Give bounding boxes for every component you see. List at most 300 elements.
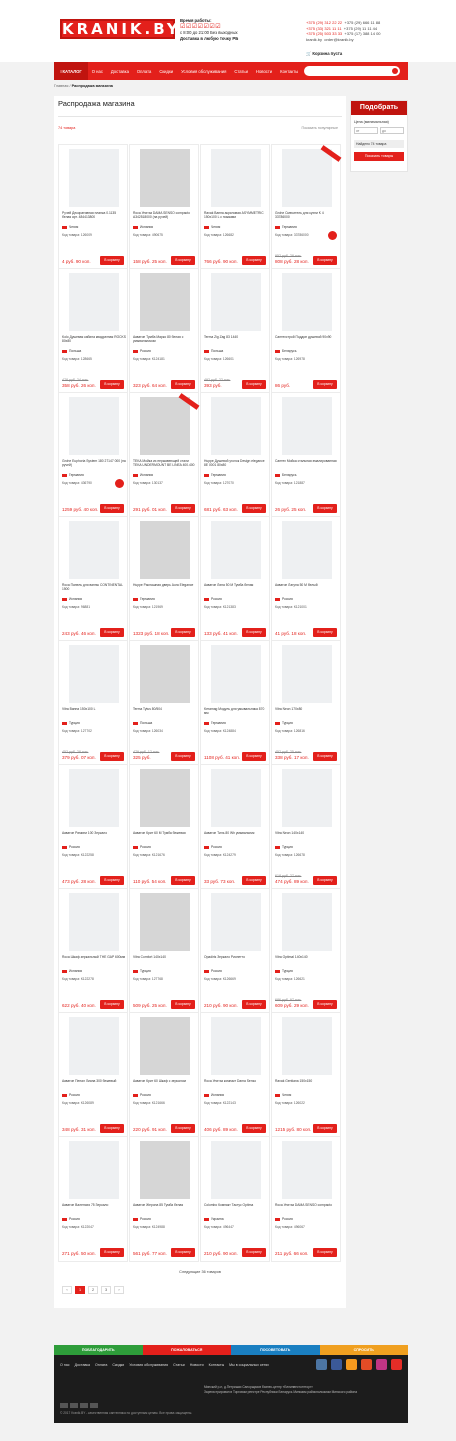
add-to-cart-button[interactable]: В корзину	[171, 876, 195, 885]
belcard-icon	[80, 1403, 88, 1408]
add-to-cart-button[interactable]: В корзину	[100, 1000, 124, 1009]
product-image[interactable]	[211, 397, 261, 455]
found-count: Найдено 74 товара	[354, 140, 404, 148]
product-image[interactable]	[282, 893, 332, 951]
work-title: Время работы:	[180, 18, 212, 23]
product-card[interactable]	[200, 764, 270, 890]
add-to-cart-button[interactable]: В корзину	[313, 1124, 337, 1133]
add-to-cart-button[interactable]: В корзину	[313, 628, 337, 637]
cart-label: Корзина пуста	[312, 51, 343, 56]
old-price: 452 руб. 28 коп.	[62, 750, 89, 754]
product-card[interactable]	[271, 144, 341, 270]
product-card[interactable]	[129, 144, 199, 270]
add-to-cart-button[interactable]: В корзину	[171, 752, 195, 761]
product-price: 622 руб. 40 коп.	[62, 1003, 96, 1008]
product-price: 1323 руб. 18 коп.	[133, 631, 170, 636]
product-price: 561 руб. 77 коп.	[133, 1251, 167, 1256]
nav-item-terms[interactable]: Условия обслуживания	[181, 68, 227, 74]
instagram-icon[interactable]	[376, 1359, 387, 1370]
product-price: 406 руб. 89 коп.	[204, 1127, 238, 1132]
product-card[interactable]	[200, 516, 270, 642]
product-name[interactable]: Ручей Декоративная планка 0.1135 белая арт. 484413800	[62, 211, 117, 220]
product-price: 1259 руб. 40 коп.	[62, 507, 99, 512]
product-image[interactable]	[140, 273, 190, 331]
old-price: 479 руб. 12 коп.	[133, 750, 160, 754]
product-card[interactable]	[271, 1136, 341, 1262]
add-to-cart-button[interactable]: В корзину	[242, 1248, 266, 1257]
product-country: Россия	[62, 845, 80, 849]
phone[interactable]: +375 (17) 388 14 00	[344, 31, 381, 36]
footer-link[interactable]: Скидки	[112, 1363, 125, 1367]
product-code: Код товара: 127702	[62, 729, 92, 733]
old-price: 492 руб. 22 коп.	[204, 378, 231, 382]
add-to-cart-button[interactable]: В корзину	[171, 1124, 195, 1133]
product-code: Код товара: 130137	[133, 481, 163, 485]
phone[interactable]: +375 (33) 321 11 11	[306, 25, 342, 31]
product-card[interactable]	[129, 516, 199, 642]
product-name[interactable]: Opadiris Зеркало Риспетто	[204, 955, 245, 959]
product-name[interactable]: Terma Zig Zag 83 1440	[204, 335, 239, 339]
catalog-panel	[54, 96, 346, 1308]
copyright: © 2017 Kranik.BY - качественная сантехника по доступным ценам. Все права защищены.	[60, 1411, 193, 1415]
facebook-icon[interactable]	[331, 1359, 342, 1370]
product-name[interactable]: Roca Шкаф зеркальный THE GAP 600мм	[62, 955, 126, 959]
search-input[interactable]	[304, 66, 400, 76]
product-name[interactable]: Roca Унитаз компакт Dama Senso	[204, 1079, 257, 1083]
product-price: 1215 руб. 80 коп.	[275, 1127, 312, 1132]
product-image[interactable]	[211, 521, 261, 579]
add-to-cart-button[interactable]: В корзину	[313, 380, 337, 389]
product-card[interactable]	[58, 144, 128, 270]
product-name[interactable]: Keramag Модуль для умывальника 870 мм	[204, 707, 265, 716]
add-to-cart-button[interactable]: В корзину	[242, 876, 266, 885]
product-price: 211 руб. 66 коп.	[275, 1251, 309, 1256]
phone[interactable]: +375 (29) 11 11 44	[343, 25, 378, 31]
product-code: Код товара: К122258	[62, 853, 94, 857]
sort-select[interactable]: Показать популярные	[301, 126, 338, 130]
add-to-cart-button[interactable]: В корзину	[171, 1000, 195, 1009]
product-name[interactable]: Акватон Жерона 85 Тумба белая	[133, 1203, 184, 1207]
product-name[interactable]: Vitra Comfort 140x140	[133, 955, 166, 959]
product-name[interactable]: Сантехстрой Поддон душевой 90x90	[275, 335, 332, 339]
product-name[interactable]: Акватон Тиль 80 Wh умывальник	[204, 831, 255, 835]
phone[interactable]: +375 (25) 503 33 33	[306, 31, 343, 36]
product-image[interactable]	[140, 769, 190, 827]
product-price: 393 руб.	[204, 383, 222, 388]
product-image[interactable]	[140, 893, 190, 951]
product-country: Россия	[204, 845, 222, 849]
product-card[interactable]	[129, 640, 199, 766]
product-price: 509 руб. 25 коп.	[133, 1003, 167, 1008]
product-code: Код товара: К122047	[62, 1225, 94, 1229]
product-code: Код товара: 128665	[62, 357, 92, 361]
ask-button[interactable]: СПРОСИТЬ	[320, 1345, 409, 1355]
product-name[interactable]: Ravak Ванна акриловая ASYMMETRIC 150x100 L с ножками	[204, 211, 264, 220]
footer-link[interactable]: Контакты	[208, 1363, 225, 1367]
product-price: 271 руб. 50 коп.	[62, 1251, 96, 1256]
product-card[interactable]	[58, 640, 128, 766]
footer-link[interactable]: Новости	[189, 1363, 204, 1367]
work-hours: с 8:00 до 21:00 Без выходных	[180, 30, 238, 35]
product-country: Турция	[62, 721, 80, 725]
add-to-cart-button[interactable]: В корзину	[313, 1000, 337, 1009]
product-price: 1108 руб. 41 коп.	[204, 755, 240, 760]
product-image[interactable]	[211, 149, 261, 207]
product-price: 681 руб. 63 коп.	[204, 507, 238, 512]
page-button[interactable]: 1	[75, 1286, 85, 1294]
product-image[interactable]	[282, 769, 332, 827]
nav-item-about[interactable]: О нас	[91, 68, 103, 74]
product-card[interactable]	[271, 764, 341, 890]
product-name[interactable]: Roca Унитаз DAMA SENSO compacto A342518000 (на ручей)	[133, 211, 190, 220]
gift-icon	[115, 479, 124, 488]
footer-link[interactable]: Оплата	[95, 1363, 108, 1367]
product-image[interactable]	[140, 149, 190, 207]
product-card[interactable]	[271, 268, 341, 394]
catalog-button[interactable]	[54, 62, 88, 80]
add-to-cart-button[interactable]: В корзину	[313, 876, 337, 885]
footer-link[interactable]: Доставка	[74, 1363, 91, 1367]
show-more-button[interactable]: Следующие 36 товаров	[179, 1270, 221, 1274]
delivery-note: Доставка в любую точку РБ	[180, 36, 239, 41]
product-code: Код товара: 126022	[275, 1101, 305, 1105]
product-name[interactable]: Акватон Лина 50 М Тумба белая	[204, 583, 254, 587]
product-name[interactable]: Акватон Тумба Марко 80 белая с умывальником	[133, 335, 184, 344]
product-card[interactable]	[200, 144, 270, 270]
product-name[interactable]: Terma Tytus 80/504	[133, 707, 162, 711]
product-country: Испания	[204, 1093, 224, 1097]
product-price: 338 руб. 17 коп.	[275, 755, 309, 760]
old-price: 686 руб. 97 коп.	[275, 998, 302, 1002]
product-card[interactable]	[271, 888, 341, 1014]
product-country: Германия	[62, 473, 84, 477]
product-name[interactable]: Акватон Крит 60 М Тумба бежевая	[133, 831, 186, 835]
add-to-cart-button[interactable]: В корзину	[242, 628, 266, 637]
product-price: 33 руб. 73 коп.	[204, 879, 236, 884]
nav-item-articles[interactable]: Статьи	[234, 68, 248, 74]
add-to-cart-button[interactable]: В корзину	[100, 256, 124, 265]
product-card[interactable]	[271, 1012, 341, 1138]
email-link[interactable]: order@kranik.by	[324, 36, 354, 42]
add-to-cart-button[interactable]: В корзину	[242, 1124, 266, 1133]
filter-sidebar	[350, 100, 408, 172]
product-image[interactable]	[69, 521, 119, 579]
nav-item-news[interactable]: Новости	[255, 68, 273, 74]
google-plus-icon[interactable]	[361, 1359, 372, 1370]
feedback-bar	[54, 1345, 408, 1355]
product-name[interactable]: TEKA Мойка из нержавеющей стали TEKA UNDERMOUNT BE LINEA 400.400	[133, 459, 195, 468]
product-image[interactable]	[211, 769, 261, 827]
footer-legal: Зарегистрирован в Торговом реестре Республики Беларусь Минским райисполкомом Минского района	[204, 1390, 357, 1394]
product-name[interactable]: Kolo Душевая кабина квадратная ROCKS 80x80	[62, 335, 126, 344]
product-name[interactable]: Vitra Neon 170x80	[275, 707, 303, 711]
maestro-icon	[90, 1403, 98, 1408]
product-code: Код товара: К122278	[62, 977, 94, 981]
product-code: Код товара: 33786000	[275, 233, 309, 237]
product-price: 110 руб. 54 коп.	[133, 879, 167, 884]
payment-icons	[60, 1403, 98, 1408]
add-to-cart-button[interactable]: В корзину	[171, 504, 195, 513]
product-country: Украина	[204, 1217, 224, 1221]
product-price: 243 руб. 46 коп.	[62, 631, 96, 636]
product-country: Чехия	[62, 225, 78, 229]
product-price: 26 руб. 25 коп.	[275, 507, 307, 512]
social-label: Мы в социальных сетях	[229, 1363, 269, 1367]
mastercard-icon	[70, 1403, 78, 1408]
filter-title: Подобрать	[351, 101, 407, 115]
youtube-icon[interactable]	[391, 1359, 402, 1370]
product-name[interactable]: Сантех Мойка стальная эмалированная	[275, 459, 337, 463]
product-image[interactable]	[69, 1141, 119, 1199]
product-image[interactable]	[69, 1017, 119, 1075]
nav-item-discounts[interactable]: Скидки	[159, 68, 174, 74]
product-code: Код товара: 126682	[204, 233, 234, 237]
product-image[interactable]	[282, 397, 332, 455]
product-image[interactable]	[140, 645, 190, 703]
product-image[interactable]	[140, 397, 190, 455]
nav-item-payment[interactable]: Оплата	[136, 68, 152, 74]
product-card[interactable]	[129, 1012, 199, 1138]
product-name[interactable]: Ravak Gentiana 150x150	[275, 1079, 313, 1083]
product-country: Россия	[275, 1217, 293, 1221]
product-image[interactable]	[211, 273, 261, 331]
add-to-cart-button[interactable]: В корзину	[171, 256, 195, 265]
product-card[interactable]	[129, 1136, 199, 1262]
product-country: Испания	[62, 969, 82, 973]
product-country: Германия	[275, 225, 297, 229]
product-card[interactable]	[200, 1136, 270, 1262]
phones-block	[306, 20, 406, 42]
product-country: Россия	[133, 1217, 151, 1221]
product-card[interactable]	[200, 1012, 270, 1138]
product-image[interactable]	[69, 893, 119, 951]
page-button[interactable]: ‹	[62, 1286, 72, 1294]
product-country: Испания	[133, 473, 153, 477]
add-to-cart-button[interactable]: В корзину	[100, 504, 124, 513]
divider	[58, 116, 342, 117]
add-to-cart-button[interactable]: В корзину	[100, 876, 124, 885]
add-to-cart-button[interactable]: В корзину	[242, 256, 266, 265]
product-code: Код товара: 126601	[204, 357, 234, 361]
product-price: 323 руб. 64 коп.	[133, 383, 167, 388]
product-name[interactable]: Акватон Валенсия 75 Зеркало	[62, 1203, 109, 1207]
footer-link[interactable]: Статьи	[173, 1363, 185, 1367]
odnoklassniki-icon[interactable]	[346, 1359, 357, 1370]
product-card[interactable]	[129, 392, 199, 518]
pagination	[62, 1286, 124, 1294]
old-price: 452 руб. 25 коп.	[275, 750, 302, 754]
add-to-cart-button[interactable]: В корзину	[242, 504, 266, 513]
product-name[interactable]: Huppe Душевой уголок Design elegance 8E 0001 80x80	[204, 459, 265, 468]
product-card[interactable]	[58, 888, 128, 1014]
product-card[interactable]	[58, 1012, 128, 1138]
cart-button[interactable]	[306, 48, 362, 60]
product-country: Чехия	[275, 1093, 291, 1097]
product-country: Россия	[204, 969, 222, 973]
add-to-cart-button[interactable]: В корзину	[242, 380, 266, 389]
product-image[interactable]	[282, 1017, 332, 1075]
add-to-cart-button[interactable]: В корзину	[313, 504, 337, 513]
product-count: 74 товара	[58, 126, 76, 130]
product-image[interactable]	[282, 149, 332, 207]
cart-icon: 🛒	[306, 51, 313, 56]
product-card[interactable]	[271, 516, 341, 642]
add-to-cart-button[interactable]: В корзину	[171, 380, 195, 389]
product-code: Код товара: 436790	[62, 481, 92, 485]
product-image[interactable]	[211, 1141, 261, 1199]
product-image[interactable]	[211, 893, 261, 951]
thank-button[interactable]: ПОБЛАГОДАРИТЬ	[54, 1345, 143, 1355]
product-price: 808 руб. 28 коп.	[275, 259, 309, 264]
product-price: 220 руб. 91 коп.	[133, 1127, 167, 1132]
product-name[interactable]: Grohe Смеситель для кухни K 4 33786000	[275, 211, 324, 220]
product-country: Турция	[275, 721, 293, 725]
product-image[interactable]	[211, 645, 261, 703]
phone[interactable]: +375 (29) 666 11 88	[344, 20, 381, 25]
product-image[interactable]	[69, 397, 119, 455]
product-price: 4 руб. 90 коп.	[62, 259, 91, 264]
product-image[interactable]	[69, 645, 119, 703]
product-image[interactable]	[69, 273, 119, 331]
product-image[interactable]	[282, 521, 332, 579]
product-name[interactable]: Акватон Крит 60 Шкаф с зеркалом	[133, 1079, 186, 1083]
product-name[interactable]: Huppe Распашная дверь Aura Elegance	[133, 583, 194, 587]
product-card[interactable]	[58, 268, 128, 394]
add-to-cart-button[interactable]: В корзину	[313, 256, 337, 265]
product-card[interactable]	[271, 640, 341, 766]
price-to-input[interactable]	[380, 127, 404, 134]
product-price: 609 руб. 29 коп.	[275, 1003, 309, 1008]
product-card[interactable]	[200, 268, 270, 394]
product-image[interactable]	[282, 273, 332, 331]
product-card[interactable]	[129, 268, 199, 394]
product-name[interactable]: Colombo Компакт Тактус Optima	[204, 1203, 254, 1207]
product-country: Россия	[133, 349, 151, 353]
product-name[interactable]: Акватон Лагуна 50 М белый	[275, 583, 318, 587]
product-image[interactable]	[211, 1017, 261, 1075]
product-price: 325 руб.	[133, 755, 151, 760]
product-name[interactable]: Roca Унитаз DAMA SENSO compacto	[275, 1203, 332, 1207]
skype-link[interactable]: kranik.by	[306, 36, 323, 42]
product-card[interactable]	[200, 392, 270, 518]
product-code: Код товара: К121666	[133, 1101, 165, 1105]
product-code: Код товара: К121001	[275, 605, 307, 609]
nav-item-delivery[interactable]: Доставка	[110, 68, 129, 74]
add-to-cart-button[interactable]: В корзину	[313, 1248, 337, 1257]
add-to-cart-button[interactable]: В корзину	[100, 628, 124, 637]
product-card[interactable]	[271, 392, 341, 518]
add-to-cart-button[interactable]: В корзину	[100, 1124, 124, 1133]
product-country: Россия	[62, 1093, 80, 1097]
product-code: Код товара: 121887	[275, 481, 305, 485]
product-card[interactable]	[58, 392, 128, 518]
footer-link[interactable]: Условия обслуживания	[129, 1363, 169, 1367]
product-image[interactable]	[140, 1141, 190, 1199]
product-name[interactable]: Vitra Neon 140x140	[275, 831, 305, 835]
product-name[interactable]: Акватон Пенал Лиана 300 бежевый	[62, 1079, 117, 1083]
product-price: 379 руб. 07 коп.	[62, 755, 96, 760]
add-to-cart-button[interactable]: В корзину	[171, 628, 195, 637]
product-image[interactable]	[282, 645, 332, 703]
product-price: 348 руб. 31 коп.	[62, 1127, 96, 1132]
product-card[interactable]	[58, 516, 128, 642]
product-code: Код товара: К122143	[204, 1101, 236, 1105]
add-to-cart-button[interactable]: В корзину	[171, 1248, 195, 1257]
product-card[interactable]	[58, 1136, 128, 1262]
product-card[interactable]	[58, 764, 128, 890]
old-price: 478 руб. 24 коп.	[62, 378, 89, 382]
product-code: Код товара: К126089	[62, 1101, 94, 1105]
price-label: Цена (минимальная)	[354, 120, 389, 124]
product-code: Код товара: К121383	[204, 605, 236, 609]
footer-address: Минский р-н, д.Петришки Сапорщиков бизнес-центр «Белинвестоптторг»	[204, 1385, 313, 1389]
footer	[54, 1355, 408, 1423]
price-from-input[interactable]	[354, 127, 378, 134]
add-to-cart-button[interactable]: В корзину	[100, 752, 124, 761]
product-country: Турция	[133, 969, 151, 973]
product-country: Россия	[133, 1093, 151, 1097]
nav-item-contacts[interactable]: Контакты	[280, 68, 299, 74]
product-name[interactable]: Roca Панель для ванны CONTINENTAL 1500	[62, 583, 123, 592]
product-country: Чехия	[204, 225, 220, 229]
product-country: Беларусь	[275, 473, 296, 477]
product-card[interactable]	[200, 888, 270, 1014]
product-card[interactable]	[200, 640, 270, 766]
page-button[interactable]: ›	[114, 1286, 124, 1294]
product-image[interactable]	[69, 769, 119, 827]
phone[interactable]: +375 (29) 312 22 22	[306, 20, 343, 25]
product-price: 210 руб. 90 коп.	[204, 1251, 238, 1256]
add-to-cart-button[interactable]: В корзину	[242, 752, 266, 761]
product-name[interactable]: Grohe Euphoria System 180 27147 000 (на ручей)	[62, 459, 126, 468]
product-price: 133 руб. 41 коп.	[204, 631, 238, 636]
add-to-cart-button[interactable]: В корзину	[100, 380, 124, 389]
product-card[interactable]	[129, 764, 199, 890]
logo[interactable]: KRANIK.BY	[62, 20, 181, 38]
breadcrumb-home[interactable]: Главная	[54, 84, 69, 88]
product-code: Код товара: К124988	[133, 1225, 165, 1229]
complain-button[interactable]: ПОЖАЛОВАТЬСЯ	[143, 1345, 232, 1355]
product-code: Код товара: 490675	[133, 233, 163, 237]
product-code: Код товара: 127070	[204, 481, 234, 485]
show-products-button[interactable]: Показать товары	[354, 152, 404, 161]
page-button[interactable]: 3	[101, 1286, 111, 1294]
product-country: Польша	[204, 349, 223, 353]
product-country: Германия	[133, 597, 155, 601]
page-button[interactable]: 2	[88, 1286, 98, 1294]
product-code: Код товара: 126034	[133, 729, 163, 733]
recommend-button[interactable]: ПОСОВЕТОВАТЬ	[231, 1345, 320, 1355]
vk-icon[interactable]	[316, 1359, 327, 1370]
product-image[interactable]	[69, 149, 119, 207]
product-code: Код товара: 126816	[275, 729, 305, 733]
product-code: Код товара: 496447	[204, 1225, 234, 1229]
product-name[interactable]: Vitra Ванна 150x100 L	[62, 707, 96, 711]
product-card[interactable]	[129, 888, 199, 1014]
product-image[interactable]	[282, 1141, 332, 1199]
product-image[interactable]	[140, 521, 190, 579]
add-to-cart-button[interactable]: В корзину	[313, 752, 337, 761]
add-to-cart-button[interactable]: В корзину	[242, 1000, 266, 1009]
product-name[interactable]: Vitra Optimal 140x140	[275, 955, 308, 959]
footer-link[interactable]: О нас	[60, 1363, 70, 1367]
page-title: Распродажа магазина	[58, 99, 135, 108]
product-code: Код товара: 126621	[275, 977, 305, 981]
days-icons: ☑☑☑☑☑☑☑	[180, 24, 222, 30]
product-name[interactable]: Акватон Римини 100 Зеркало	[62, 831, 108, 835]
add-to-cart-button[interactable]: В корзину	[100, 1248, 124, 1257]
product-image[interactable]	[140, 1017, 190, 1075]
